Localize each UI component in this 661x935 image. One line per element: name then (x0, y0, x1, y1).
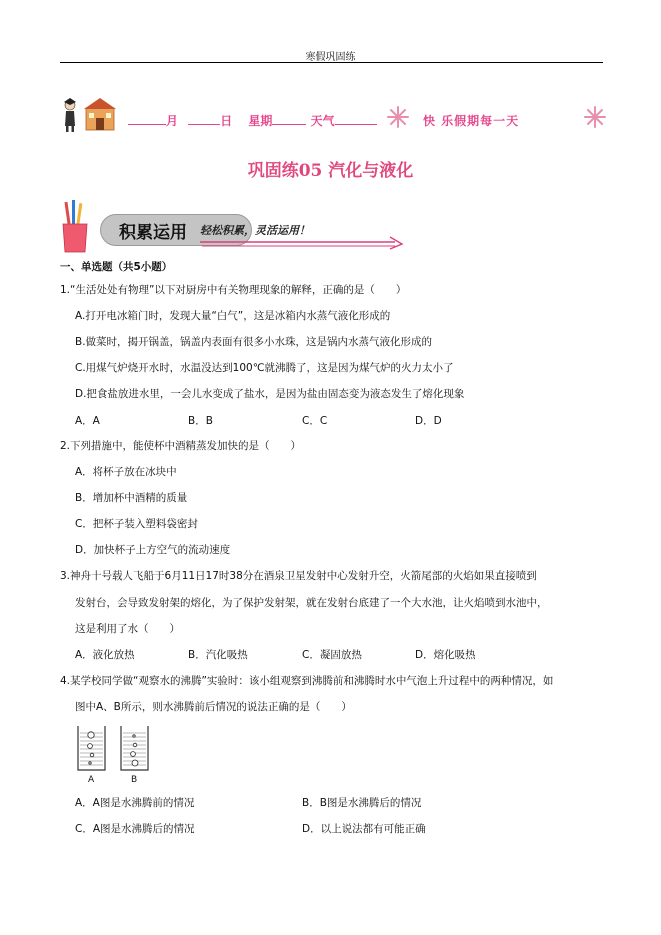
page-header: 寒假巩固练 (305, 52, 356, 63)
question-2-stem: 2.下列措施中，能使杯中酒精蒸发加快的是（ ） (60, 440, 302, 452)
section-title: 积累运用 (119, 223, 187, 243)
question-1-choice-b[interactable]: B．B (188, 415, 213, 427)
student-school-icon (58, 92, 118, 134)
arrow-underline-icon (200, 236, 405, 250)
question-2-choice-c[interactable]: C．把杯子装入塑料袋密封 (75, 518, 198, 530)
question-1-choice-d[interactable]: D．D (415, 415, 442, 427)
snowflake-icon (386, 105, 410, 129)
month-label: 月 (166, 114, 179, 128)
question-4-choice-d[interactable]: D．以上说法都有可能正确 (302, 823, 426, 835)
weekday-label: 星期 (248, 114, 273, 128)
question-1-choice-a[interactable]: A．A (75, 415, 100, 427)
question-3-choice-b[interactable]: B．汽化吸热 (188, 649, 248, 661)
question-3-stem-line-2: 发射台，会导致发射架的熔化，为了保护发射架，就在发射台底建了一个大水池，让火焰喷到水池中， (75, 597, 548, 609)
question-2-choice-b[interactable]: B．增加杯中酒精的质量 (75, 492, 188, 504)
beaker-illustration (75, 724, 155, 774)
snowflake-icon (583, 105, 607, 129)
section-heading: 一、单选题（共5小题） (60, 261, 173, 273)
question-2-choice-a[interactable]: A．将杯子放在冰块中 (75, 466, 177, 478)
question-1-statement-a: A.打开电冰箱门时，发现大量“白气”，这是冰箱内水蒸气液化形成的 (75, 310, 391, 322)
question-4-choice-c[interactable]: C．A图是水沸腾后的情况 (75, 823, 195, 835)
section-banner (60, 200, 405, 255)
question-3-stem-line-1: 3.神舟十号载人飞船于6月11日17时38分在酒泉卫星发射中心发射升空，火箭尾部的火焰如果直接喷到 (60, 570, 537, 582)
question-1-choice-c[interactable]: C．C (302, 415, 328, 427)
question-3-choice-d[interactable]: D．熔化吸热 (415, 649, 476, 661)
question-4-stem-line-2: 图中A、B所示，则水沸腾前后情况的说法正确的是（ ） (75, 701, 352, 713)
pen-holder-icon (60, 200, 90, 255)
question-2-choice-d[interactable]: D．加快杯子上方空气的流动速度 (75, 544, 231, 556)
header-divider (60, 62, 603, 63)
question-1-statement-c: C.用煤气炉烧开水时，水温没达到100℃就沸腾了，这是因为煤气炉的火力太小了 (75, 362, 454, 374)
question-1-statement-d: D.把食盐放进水里，一会儿水变成了盐水，是因为盐由固态变为液态发生了熔化现象 (75, 388, 465, 400)
question-4-stem-line-1: 4.某学校同学做“观察水的沸腾”实验时：该小组观察到沸腾前和沸腾时水中气泡上升过程中的两种情况，如 (60, 675, 554, 687)
figure-label-b: B (131, 775, 138, 785)
boiling-figure (75, 724, 155, 786)
holiday-slogan: 快 乐假期每一天 (423, 114, 520, 128)
question-3-choice-a[interactable]: A．液化放热 (75, 649, 135, 661)
figure-label-a: A (88, 775, 95, 785)
question-3-choice-c[interactable]: C．凝固放热 (302, 649, 362, 661)
weather-label: 天气 (310, 114, 335, 128)
question-3-stem-line-3: 这是利用了水（ ） (75, 623, 180, 635)
day-label: 日 (220, 114, 233, 128)
page-title: 巩固练05 汽化与液化 (247, 161, 414, 181)
question-4-choice-a[interactable]: A．A图是水沸腾前的情况 (75, 797, 195, 809)
section-subtitle: 轻松积累，灵活运用！ (200, 224, 310, 237)
question-4-choice-b[interactable]: B．B图是水沸腾后的情况 (302, 797, 422, 809)
date-banner (58, 92, 608, 138)
question-1-stem: 1.“生活处处有物理”以下对厨房中有关物理现象的解释，正确的是（ ） (60, 284, 407, 296)
date-fields (128, 112, 377, 129)
question-1-statement-b: B.做菜时，揭开锅盖，锅盖内表面有很多小水珠，这是锅内水蒸气液化形成的 (75, 336, 433, 348)
